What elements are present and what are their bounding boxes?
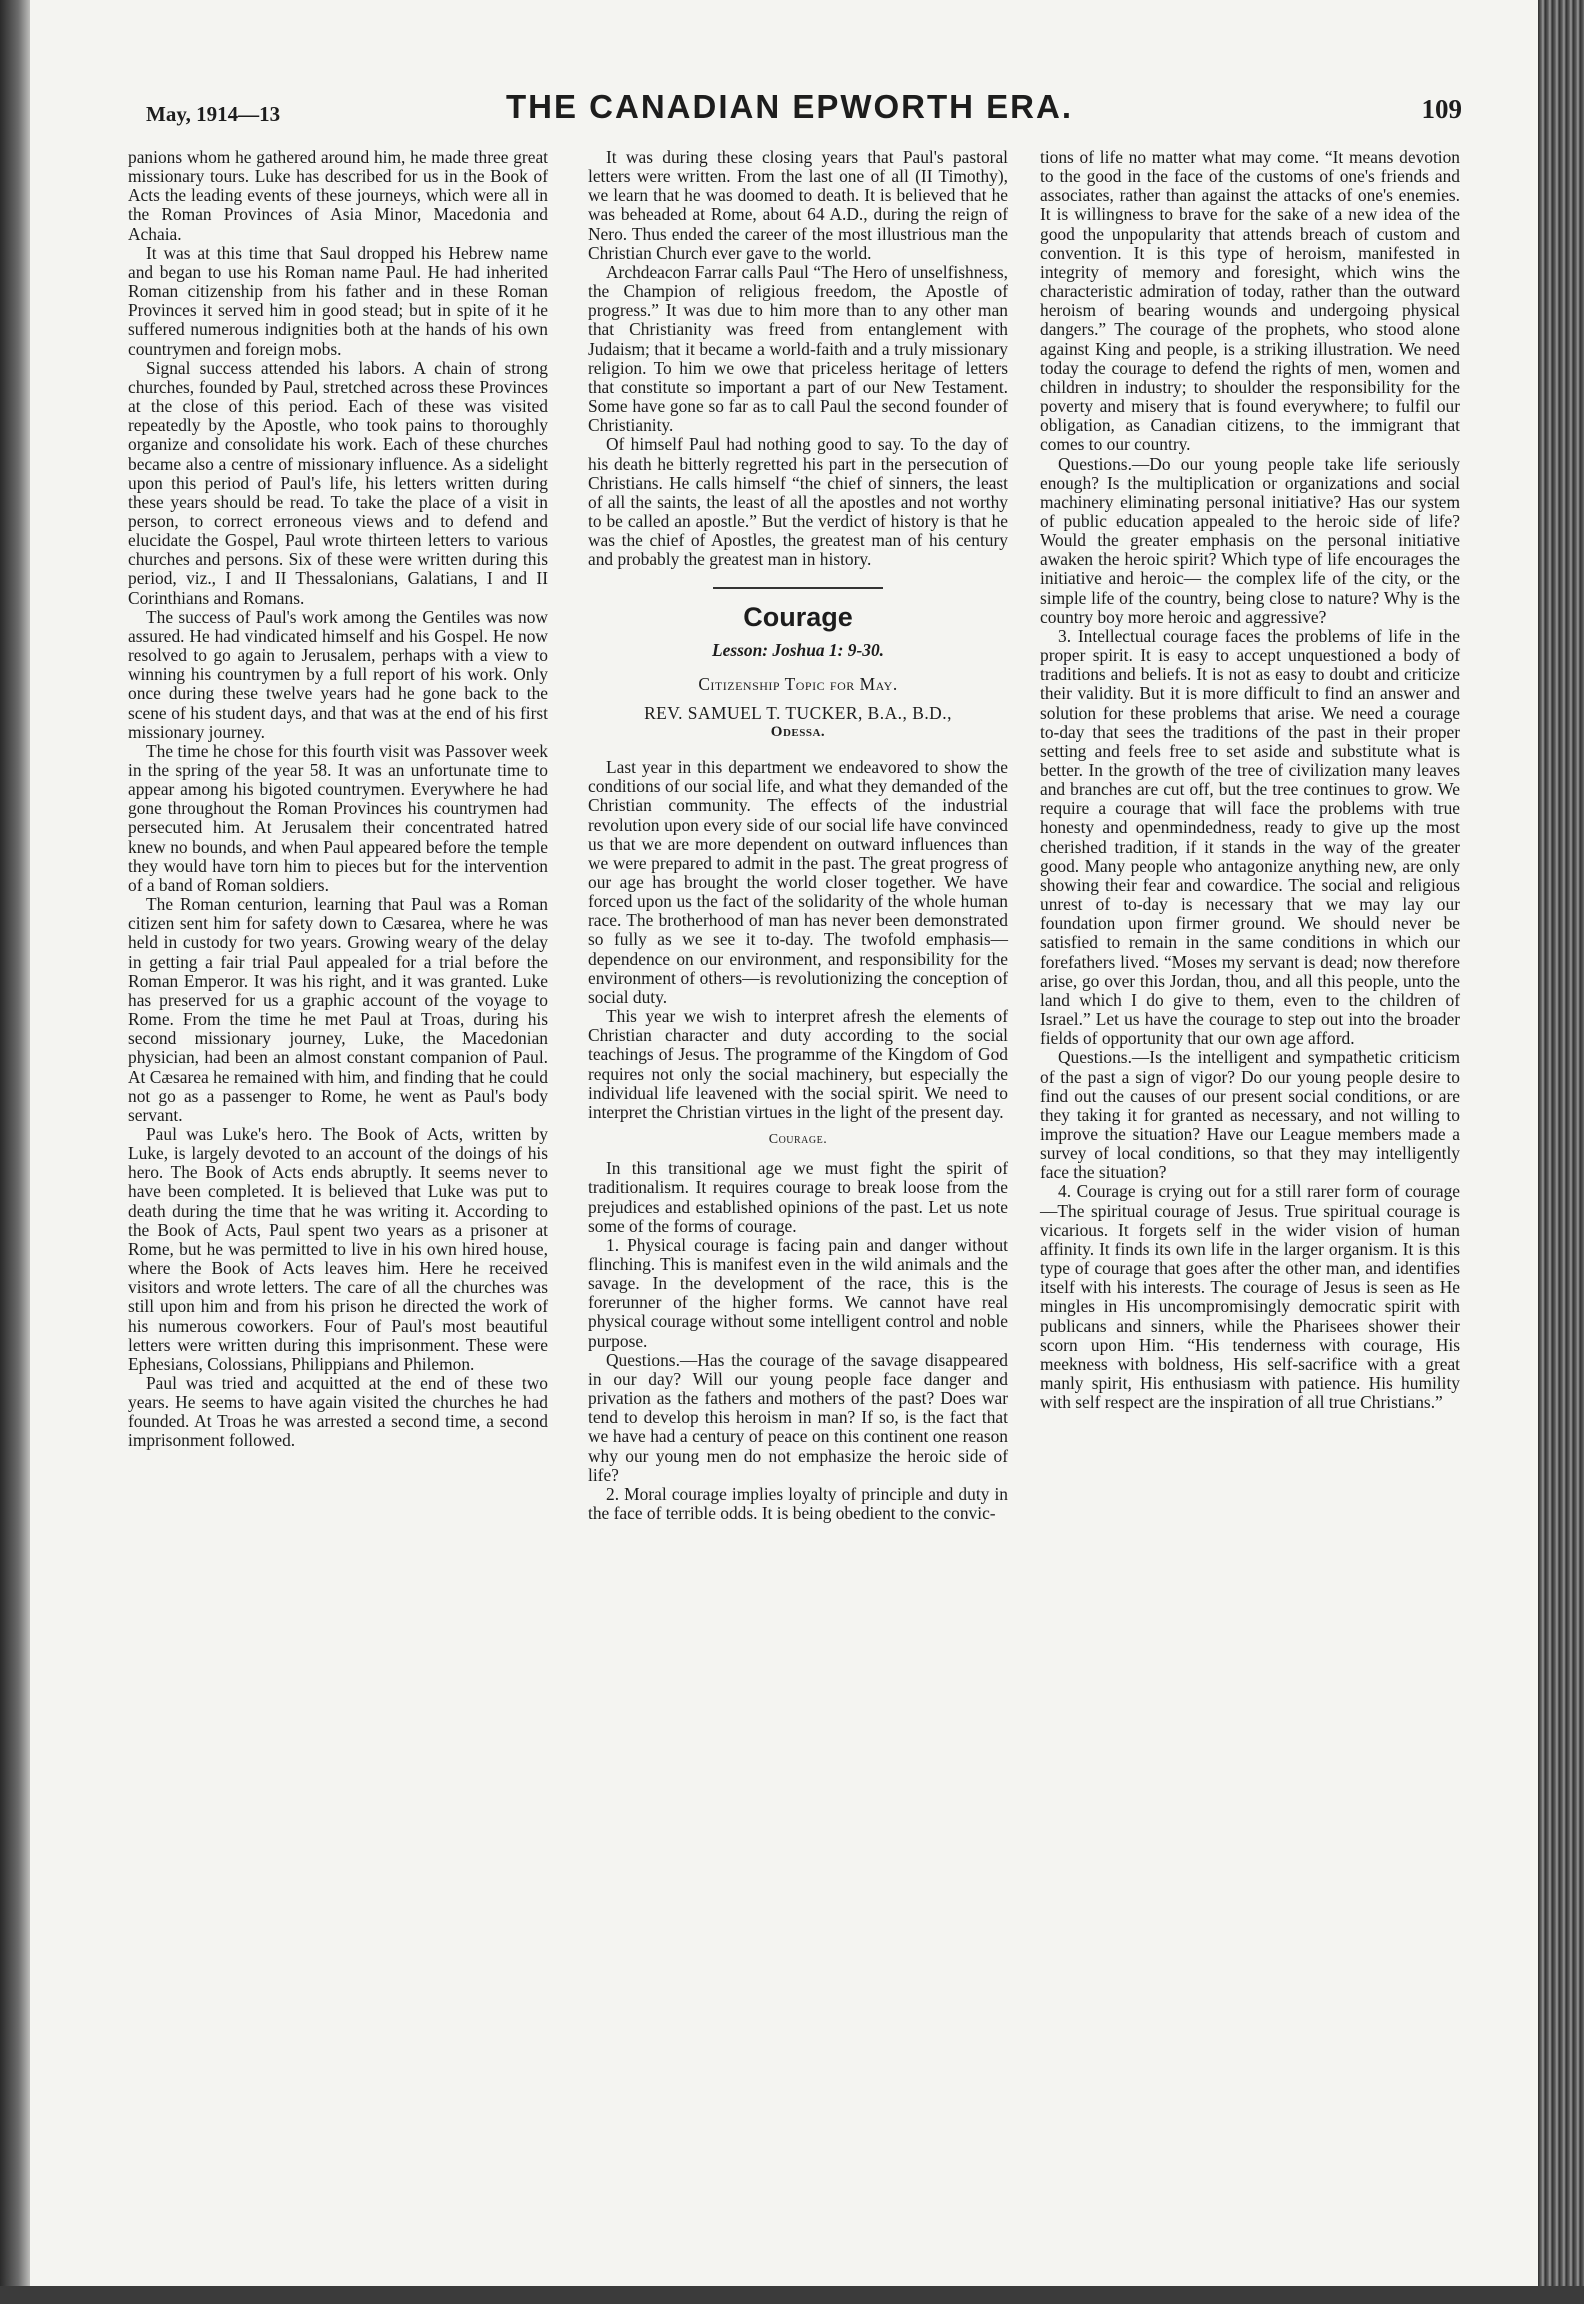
paragraph: Questions.—Is the intelligent and sympathetic criticism of the past a sign of vigor? Do our young people desire to find out the causes of our present social conditions, or are they taking it for granted as necessary, and not willing to improve the situation? Have our League members made a survey of local conditions, so that they may intelligently face the situation? — [1040, 1047, 1460, 1183]
paragraph: In this transitional age we must fight the spirit of traditionalism. It requires courage to break loose from the prejudices and established opinions of the past. Let us note some of the forms of courage. — [588, 1158, 1008, 1236]
running-header — [146, 88, 1462, 132]
author-place: Odessa. — [770, 723, 826, 740]
bottom-shadow — [0, 2286, 1584, 2304]
paragraph: Paul was Luke's hero. The Book of Acts, written by Luke, is largely devoted to an account of the doings of his hero. The Book of Acts ends abruptly. It seems never to have been completed. It is believed that Luke was put to death during the time that he was writing it. According to the Book of Acts, Paul spent two years as a prisoner at Rome, but he was permitted to live in his own hired house, where the Book of Acts leaves him. Here he received visitors and wrote letters. The care of all the churches was still upon him and from his prison he directed the work of his numerous coworkers. Four of Paul's most beautiful letters were written during this imprisonment. These were Ephesians, Colossians, Philippians and Philemon. — [128, 1123, 548, 1374]
paragraph: It was during these closing years that Paul's pastoral letters were written. From the last one of all (II Timothy), we learn that he was doomed to death. It is believed that he was beheaded at Rome, about 64 A.D., during the reign of Nero. Thus ended the career of the most illustrious man the Christian Church ever gave to the world. — [588, 147, 1008, 263]
topic-label: Citizenship Topic for May. — [698, 673, 898, 694]
paragraph: This year we wish to interpret afresh the elements of Christian character and duty according to the social teachings of Jesus. The programme of the Kingdom of God requires not only the social machinery, but especially the individual life leavened with the social spirit. We need to interpret the Christian virtues in the light of the present day. — [588, 1006, 1008, 1122]
book-spine-shadow — [0, 0, 30, 2304]
page-stack-edge — [1538, 0, 1584, 2304]
paragraph: tions of life no matter what may come. “It means devotion to the good in the face of the customs of one's friends and associates, rather than against the attacks of one's enemies. It is willingness to brave for the sake of a new idea of the good the unpopularity that attends breach of custom and convention. It is this type of heroism, manifested in integrity of memory and foresight, which wins the characteristic admiration of today, rather than the outward heroism of bearing wounds and undergoing physical dangers.” The courage of the prophets, who stood alone against King and people, is a striking illustration. We need today the courage to defend the rights of men, women and children in industry; to shoulder the responsibility for the poverty and misery that is found everywhere; to fulfil our obligation, as Canadian citizens, to the immigrant that comes to our country. — [1040, 147, 1460, 455]
page-number: 109 — [1421, 94, 1462, 124]
paragraph: Paul was tried and acquitted at the end of these two years. He seems to have again visited the churches he had founded. At Troas he was arrested a second time, a second imprisonment followed. — [128, 1373, 548, 1451]
paragraph: 1. Physical courage is facing pain and danger without flinching. This is manifest even in the wild animals and the savage. In the development of the race, this is the forerunner of the higher forms. We cannot have real physical courage without some intelligent control and noble purpose. — [588, 1234, 1008, 1351]
issue-date: May, 1914—13 — [146, 102, 281, 126]
column-2 — [588, 148, 1008, 1523]
publication-title: THE CANADIAN EPWORTH ERA. — [506, 88, 1073, 125]
paragraph: The time he chose for this fourth visit was Passover week in the spring of the year 58. It was an unfortunate time to appear among his bigoted countrymen. Everywhere he had gone throughout the Roman Provinces his countrymen had persecuted him. At Jerusalem their concentrated hatred knew no bounds, and when Paul appeared before the temple they would have torn him to pieces but for the intervention of a band of Roman soldiers. — [128, 740, 548, 895]
paragraph: Of himself Paul had nothing good to say. To the day of his death he bitterly regretted his part in the persecution of Christians. He calls himself “the chief of sinners, the least of all the saints, the least of all the apostles and not worthy to be called an apostle.” But the verdict of history is that he was the chief of Apostles, the greatest man of his century and probably the greatest man in history. — [588, 434, 1008, 570]
paragraph: Archdeacon Farrar calls Paul “The Hero of unselfishness, the Champion of religious freedom, the Apostle of progress.” It was due to him more than to any other man that Christianity was freed from entanglement with Judaism; that it became a world-faith and a truly missionary religion. To him we owe that priceless heritage of letters that constitute so important a part of our New Testament. Some have gone so far as to call Paul the second founder of Christianity. — [588, 261, 1008, 436]
paragraph: panions whom he gathered around him, he made three great missionary tours. Luke has described for us in the Book of Acts the leading events of these journeys, which were all in the Roman Provinces of Asia Minor, Macedonia and Achaia. — [128, 147, 548, 244]
paragraph: Questions.—Has the courage of the savage disappeared in our day? Will our young people face danger and privation as the fathers and mothers of the past? Does war tend to develop this heroism in man? If so, is the fact that we have had a century of peace on this continent one reason why our young men do not emphasize the heroic side of life? — [588, 1349, 1008, 1485]
column-3 — [1040, 148, 1460, 1412]
section-divider — [713, 587, 883, 589]
paragraph: Questions.—Do our young people take life seriously enough? Is the multiplication or organizations and social machinery eliminating personal initiative? Has our system of public education appealed to the heroic side of life? Would the greater emphasis on the personal initiative awaken the heroic spirit? Which type of life encourages the initiative and heroic— the complex life of the city, or the simple life of the country, being close to nature? Why is the country boy more heroic and aggressive? — [1040, 453, 1460, 627]
author-byline: REV. SAMUEL T. TUCKER, B.A., B.D., — [644, 702, 952, 723]
paragraph: It was at this time that Saul dropped his Hebrew name and began to use his Roman name Paul. He had inherited Roman citizenship from his father and in these Roman Provinces it served him in good stead; but in spite of it he suffered numerous indignities both at the hands of his own countrymen and foreign mobs. — [128, 242, 548, 359]
lesson-reference: Lesson: Joshua 1: 9-30. — [712, 640, 884, 661]
paragraph: Signal success attended his labors. A chain of strong churches, founded by Paul, stretched across these Provinces at the close of this period. Each of these was visited repeatedly by the Apostle, who took pains to thoroughly organize and consolidate his work. Each of these churches became also a centre of missionary influence. As a sidelight upon this period of Paul's life, his letters written during these years should be read. To take the place of a visit in person, to correct erroneous views and to defend and elucidate the Gospel, Paul wrote thirteen letters to various churches and persons. Six of these were written during this period, viz., I and II Thessalonians, Galatians, I and II Corinthians and Romans. — [128, 357, 548, 608]
paragraph: 2. Moral courage implies loyalty of principle and duty in the face of terrible odds. It is being obedient to the convic- — [588, 1483, 1008, 1523]
section-subheading: Courage. — [768, 1132, 828, 1148]
paragraph: Last year in this department we endeavored to show the conditions of our social life, and what they demanded of the Christian community. The effects of the industrial revolution upon every side of our social life have convinced us that we are more dependent on outward influences than we were prepared to admit in the past. The great progress of our age has brought the world closer together. We have forced upon us the fact of the solidarity of the whole human race. The brotherhood of man has never been demonstrated so fully as we see it to-day. The twofold emphasis—dependence on our environment, and responsibility for the environment of others—is revolutionizing the conception of social duty. — [588, 757, 1008, 1007]
column-1 — [128, 148, 548, 1451]
paragraph: The success of Paul's work among the Gentiles was now assured. He had vindicated himself and his Gospel. He now resolved to go again to Jerusalem, perhaps with a view to winning his countrymen by a full report of his work. Only once during these twelve years had he gone back to the scene of his student days, and that was at the end of his first missionary journey. — [128, 606, 548, 742]
paragraph: 4. Courage is crying out for a still rarer form of courage—The spiritual courage of Jesus. True spiritual courage is vicarious. It forgets self in the wider vision of human affinity. It finds its own life in the larger organism. It is this type of courage that goes after the other man, and identifies itself with his interests. The courage of Jesus is seen as He mingles in His uncompromisingly democratic spirit with publicans and sinners, while the Pharisees shower their scorn upon Him. “His tenderness with courage, His meekness with boldness, His self-sacrifice with a great manly spirit, His enthusiasm with patience. His humility with self respect are the inspiration of all true Christians.” — [1040, 1181, 1460, 1413]
article-title: Courage — [743, 602, 853, 633]
paragraph: The Roman centurion, learning that Paul was a Roman citizen sent him for safety down to Cæsarea, where he was held in custody for two years. Growing weary of the delay in getting a fair trial Paul appealed for a trial before the Roman Emperor. It was his right, and it was granted. Luke has preserved for us a graphic account of the voyage to Rome. From the time he met Paul at Troas, during his second missionary journey, Luke, the Macedonian physician, had been an almost constant companion of Paul. At Cæsarea he remained with him, and finding that he could not go as a passenger to Rome, he went as Paul's body servant. — [128, 894, 548, 1125]
paragraph: 3. Intellectual courage faces the problems of life in the proper spirit. It is easy to accept unquestioned a body of traditions and beliefs. It is not as easy to doubt and criticize their validity. But it is more difficult to find an answer and solution for these problems that arise. We need a courage to-day that sees the traditions of the past in their proper setting and feels free to set aside and substitute what is better. In the growth of the tree of civilization many leaves and branches are cut off, but the tree continues to grow. We require a courage that will face the problems with true honesty and openmindedness, ready to give up the most cherished tradition, if it stands in the way of the greater good. Many people who antagonize anything new, are only showing their fear and cowardice. The social and religious unrest of to-day is necessary that we may lay our foundation upon firmer ground. We should never be satisfied to remain in the same conditions in which our forefathers lived. “Moses my servant is dead; now therefore arise, go over this Jordan, thou, and all this people, unto the land which I do give to them, even to the children of Israel.” Let us have the courage to step out into the broader fields of opportunity that our own age afford. — [1040, 625, 1460, 1049]
magazine-page — [30, 0, 1538, 2286]
